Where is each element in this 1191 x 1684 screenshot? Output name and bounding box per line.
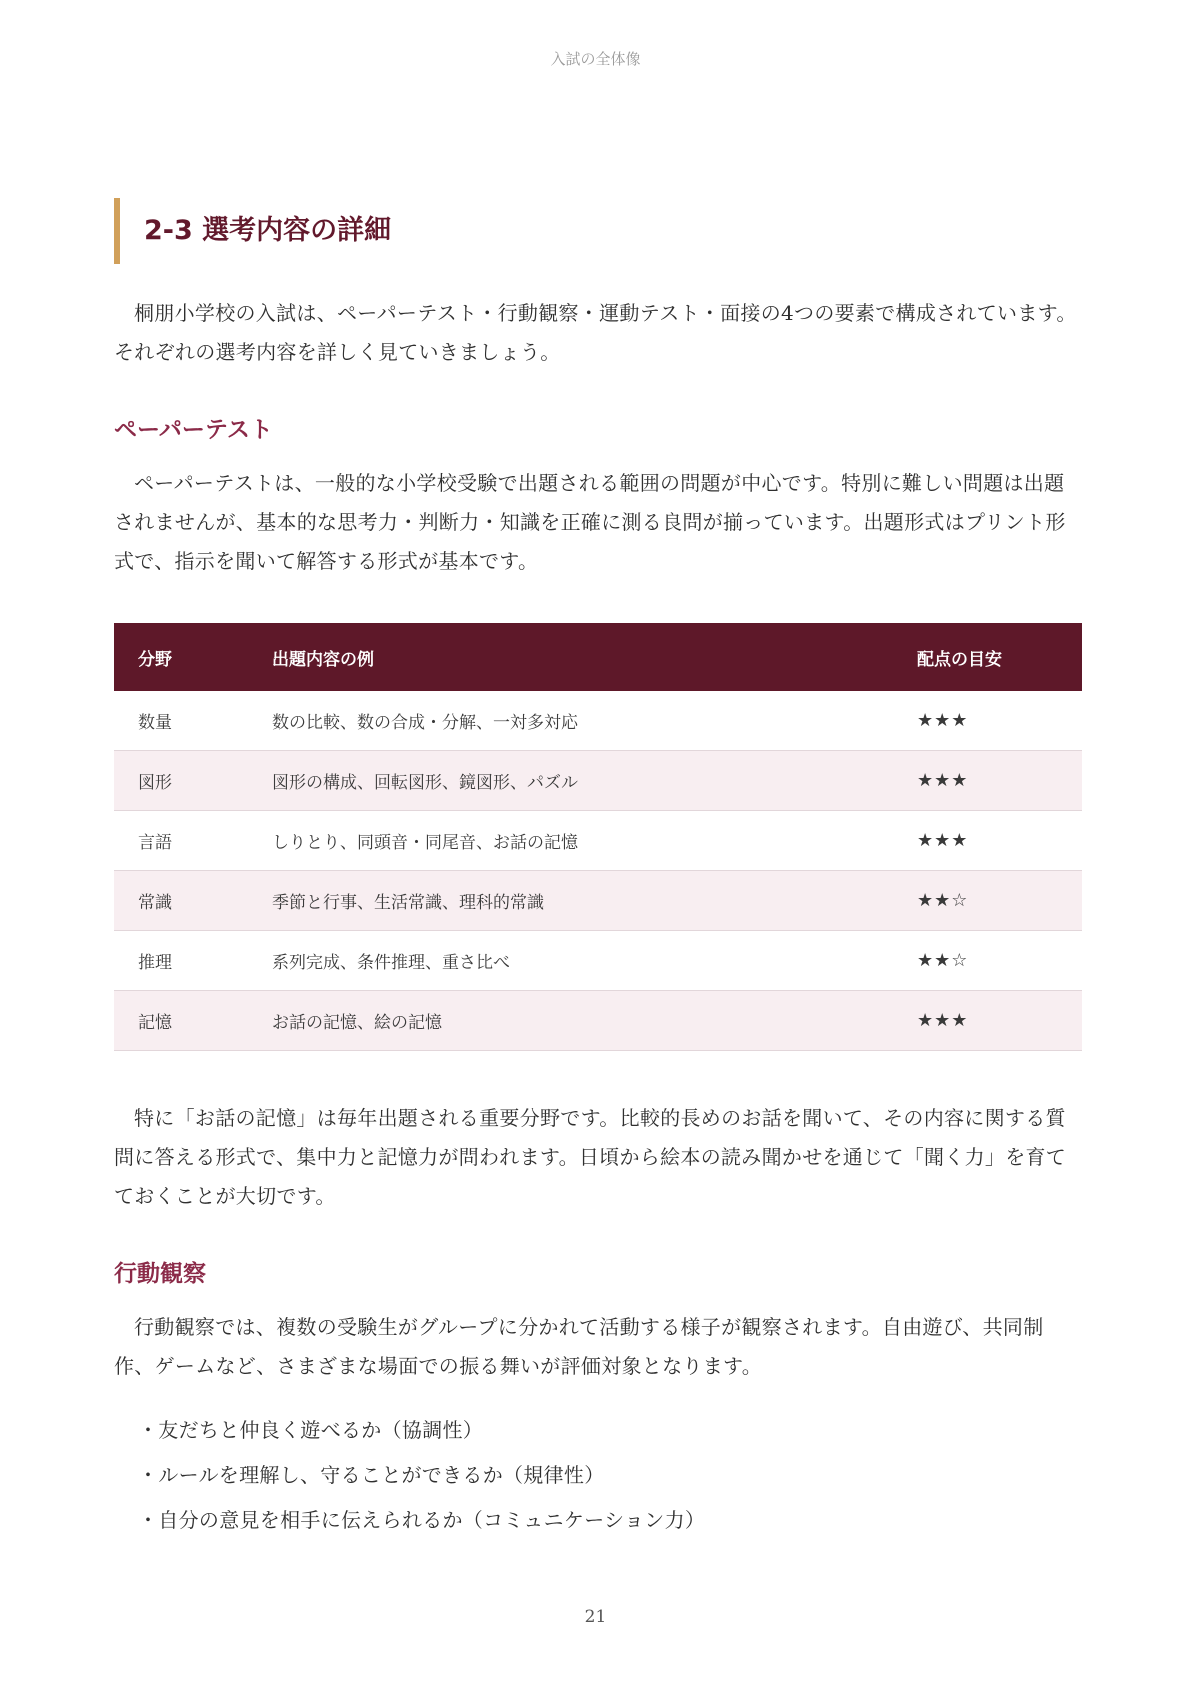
table-cell-examples: しりとり、同頭音・同尾音、お話の記憶 [248, 811, 893, 871]
behavior-criteria-list [114, 1408, 1082, 1543]
behavior-heading: 行動観察 [114, 1261, 206, 1287]
memory-note-paragraph: 特に「お話の記憶」は毎年出題される重要分野です。比較的長めのお話を聞いて、その内容に関する質問に答える形式で、集中力と記憶力が問われます。日頃から絵本の読み聞かせを通じて「聞く力」を育てておくことが大切です。 [114, 1106, 1067, 1208]
table-header-row [114, 623, 1082, 691]
table-row [114, 871, 1082, 931]
list-item: ・ルールを理解し、守ることができるか（規律性） [138, 1463, 605, 1487]
table-cell-examples: 数の比較、数の合成・分解、一対多対応 [248, 691, 893, 751]
intro-paragraph: 桐朋小学校の入試は、ペーパーテスト・行動観察・運動テスト・面接の4つの要素で構成されています。それぞれの選考内容を詳しく見ていきましょう。 [114, 301, 1077, 364]
section-heading: 2-3 選考内容の詳細 [114, 198, 1082, 264]
table-row [114, 691, 1082, 751]
table-cell-weight: ★★☆ [893, 931, 1082, 991]
table-row [114, 811, 1082, 871]
paper-test-table [114, 623, 1082, 1051]
page-content [114, 198, 1082, 1543]
page-number: 21 [584, 1607, 607, 1627]
behavior-paragraph: 行動観察では、複数の受験生がグループに分かれて活動する様子が観察されます。自由遊び、共同制作、ゲームなど、さまざまな場面での振る舞いが評価対象となります。 [114, 1315, 1044, 1378]
paper-test-paragraph: ペーパーテストは、一般的な小学校受験で出題される範囲の問題が中心です。特別に難しい問題は出題されませんが、基本的な思考力・判断力・知識を正確に測る良問が揃っています。出題形式はプリント形式で、指示を聞いて解答する形式が基本です。 [114, 471, 1066, 573]
table-cell-examples: お話の記憶、絵の記憶 [248, 991, 893, 1051]
table-cell-weight: ★★★ [893, 811, 1082, 871]
table-cell-field: 言語 [114, 811, 248, 871]
table-cell-examples: 図形の構成、回転図形、鏡図形、パズル [248, 751, 893, 811]
table-cell-weight: ★★☆ [893, 871, 1082, 931]
table-cell-field: 推理 [114, 931, 248, 991]
table-cell-field: 記憶 [114, 991, 248, 1051]
table-row [114, 931, 1082, 991]
table-cell-weight: ★★★ [893, 691, 1082, 751]
table-cell-weight: ★★★ [893, 751, 1082, 811]
table-cell-field: 常識 [114, 871, 248, 931]
table-cell-weight: ★★★ [893, 991, 1082, 1051]
paper-test-heading: ペーパーテスト [114, 417, 273, 443]
table-row [114, 991, 1082, 1051]
running-header: 入試の全体像 [550, 50, 641, 68]
table-header-weight: 配点の目安 [893, 623, 1082, 691]
table-cell-field: 図形 [114, 751, 248, 811]
list-item: ・自分の意見を相手に伝えられるか（コミュニケーション力） [138, 1508, 706, 1532]
table-row [114, 751, 1082, 811]
table-header-examples: 出題内容の例 [248, 623, 893, 691]
table-header-field: 分野 [114, 623, 248, 691]
table-cell-examples: 系列完成、条件推理、重さ比べ [248, 931, 893, 991]
table-cell-field: 数量 [114, 691, 248, 751]
table-cell-examples: 季節と行事、生活常識、理科的常識 [248, 871, 893, 931]
list-item: ・友だちと仲良く遊べるか（協調性） [138, 1418, 484, 1442]
